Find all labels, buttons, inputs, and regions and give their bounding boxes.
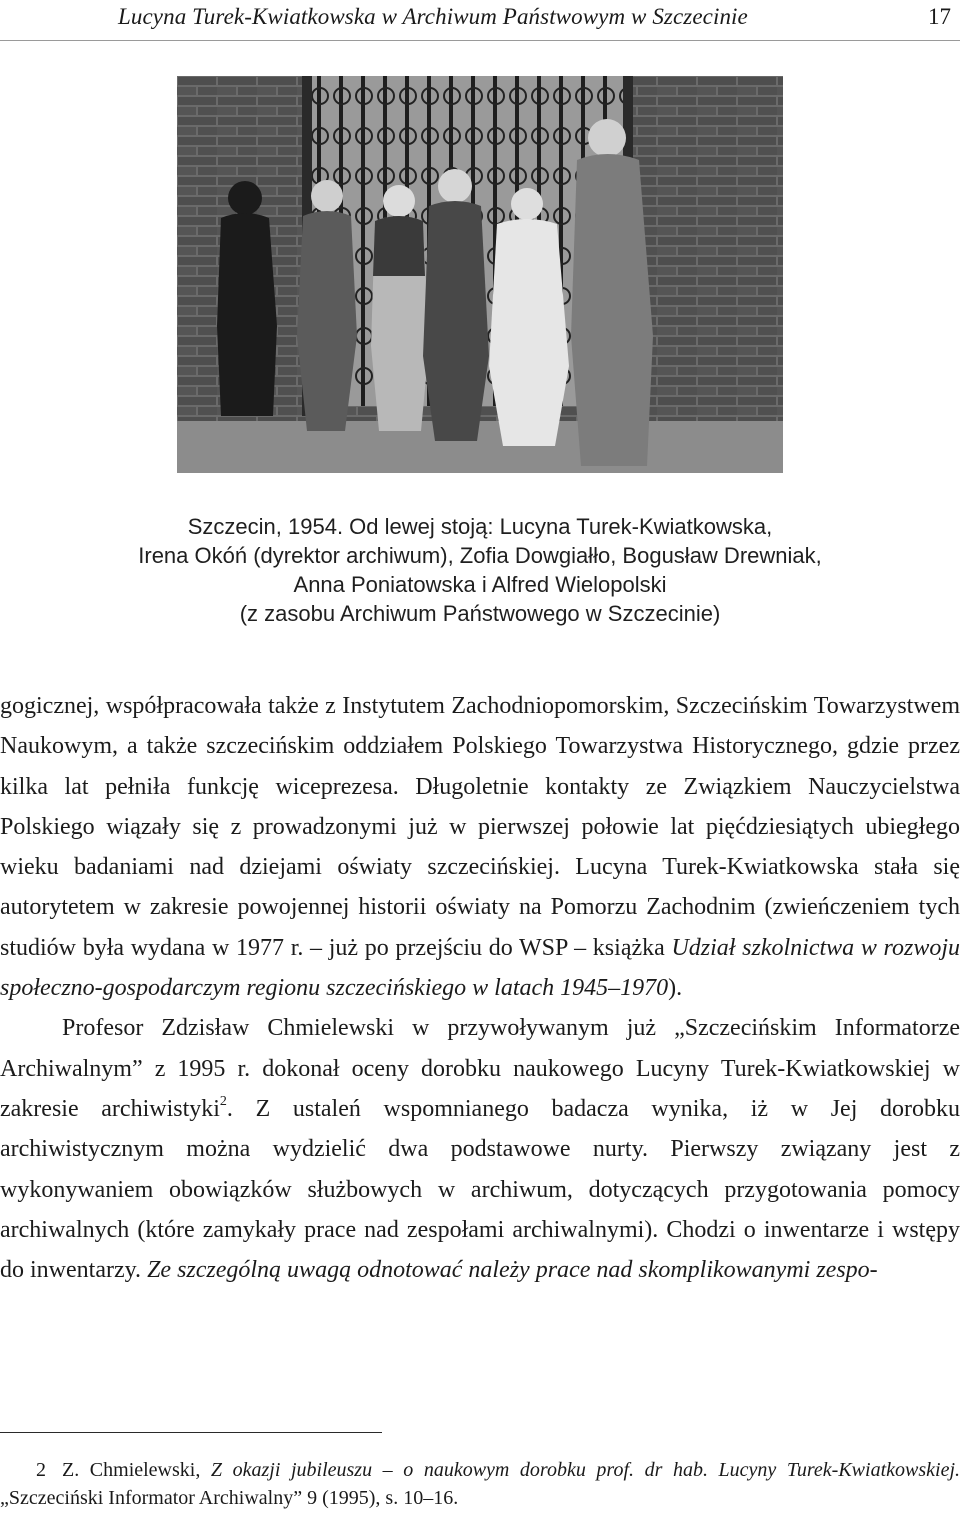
- footnote-rule: [0, 1432, 382, 1433]
- footnote-reference: 2: [219, 1093, 227, 1109]
- footnote-title: Z okazji jubileuszu – o naukowym dorobku prof. dr hab. Lucyny Turek-Kwiatkowskiej.: [210, 1459, 960, 1481]
- running-title: Lucyna Turek-Kwiatkowska w Archiwum Państwowym w Szczecinie: [118, 4, 748, 29]
- paragraph: [0, 1008, 960, 1290]
- paragraph-text: ).: [668, 975, 683, 1002]
- caption-line: Anna Poniatowska i Alfred Wielopolski: [293, 572, 667, 597]
- paragraph-text: gogicznej, współpracowała także z Instytutem Zachodniopomorskim, Szczecińskim Towarzystwem Naukowym, a także szczecińskim oddziałem Polskiego Towarzystwa Historycznego, gdzie przez kilka lat pełniła funkcję wiceprezesa. Długoletnie kontakty ze Związkiem Nauczycielstwa Polskiego wiązały się z prowadzonymi już w pierwszej połowie lat pięćdziesiątych ubiegłego wieku badaniami nad dziejami oświaty szczecińskiej. Lucyna Turek-Kwiatkowska stała się autorytetem w zakresie powojennej historii oświaty na Pomorzu Zachodnim (zwieńczeniem tych studiów była wydana w 1977 r. – już po przejściu do WSP – książka: [0, 693, 960, 961]
- emphasis-text: Ze szczególną uwagą odnotować należy prace nad skomplikowanymi zespo-: [147, 1257, 878, 1284]
- footnote-number: 2: [36, 1459, 46, 1481]
- book-title: Udział szkolnictwa w rozwoju społeczno-gospodarczym regionu szczecińskiego w latach 1945–1970: [0, 934, 960, 1002]
- paragraph-text: Profesor Zdzisław Chmielewski w przywoływanym już „Szczecińskim Informatorze Archiwalnym” z 1995 r. dokonał oceny dorobku naukowego Lucyny Turek-Kwiatkowskiej w zakresie archiwistyki: [0, 1015, 960, 1122]
- footnote-author: Z. Chmielewski,: [62, 1459, 211, 1481]
- page-number: 17: [928, 4, 951, 29]
- figure-caption: [0, 512, 960, 628]
- group-photograph: [177, 76, 783, 473]
- running-head: [0, 0, 960, 46]
- caption-line: Szczecin, 1954. Od lewej stoją: Lucyna Turek-Kwiatkowska,: [187, 514, 773, 539]
- footnote-source: „Szczeciński Informator Archiwalny” 9 (1995), s. 10–16.: [0, 1487, 459, 1509]
- header-rule: [0, 40, 960, 41]
- paragraph: [0, 686, 960, 1008]
- photo-illustration: [177, 76, 783, 473]
- paragraph-text: . Z ustaleń wspomnianego badacza wynika, iż w Jej dorobku archiwistycznym można wydzielić dwa podstawowe nurty. Pierwszy związany jest z wykonywaniem obowiązków służbowych w archiwum, dotyczących przygotowania pomocy archiwalnych (które zamykały prace nad zespołami archiwalnymi). Chodzi o inwentarze i wstępy do inwentarzy.: [0, 1095, 960, 1284]
- caption-line: Irena Okóń (dyrektor archiwum), Zofia Dowgiałło, Bogusław Drewniak,: [138, 543, 822, 568]
- footnote: [0, 1456, 960, 1512]
- body-text: [0, 686, 960, 1290]
- caption-line: (z zasobu Archiwum Państwowego w Szczecinie): [239, 601, 721, 626]
